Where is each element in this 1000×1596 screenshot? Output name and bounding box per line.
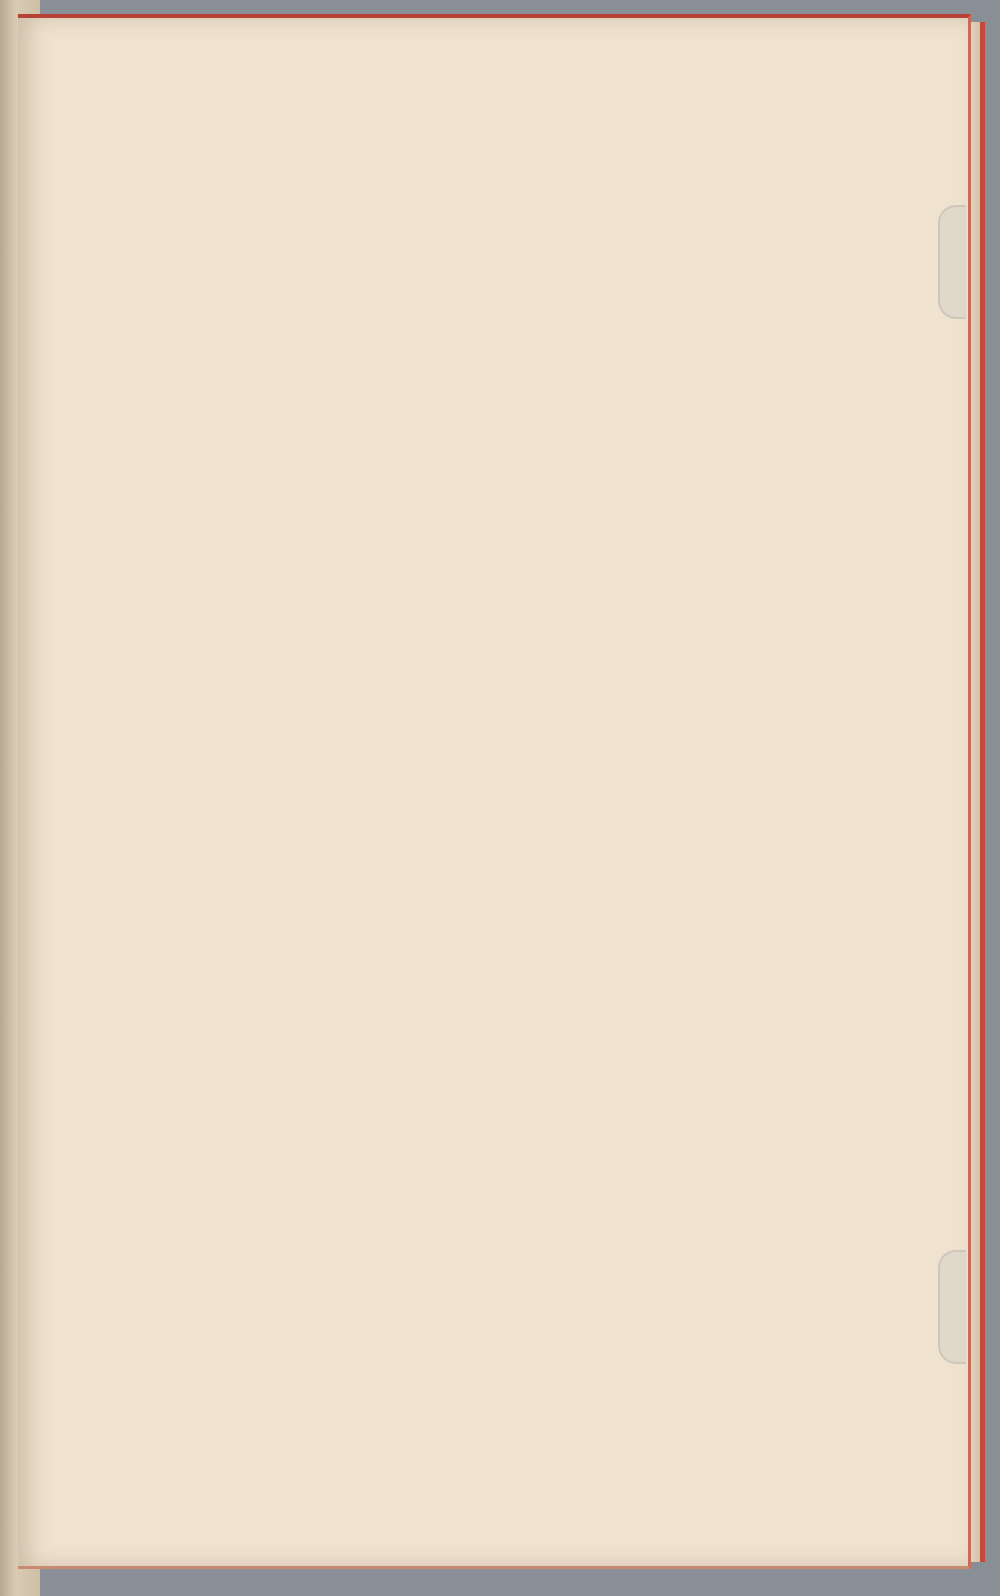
book-page [18,14,971,1569]
page-clip-bottom [938,1250,966,1364]
page-clip-top [938,205,966,319]
